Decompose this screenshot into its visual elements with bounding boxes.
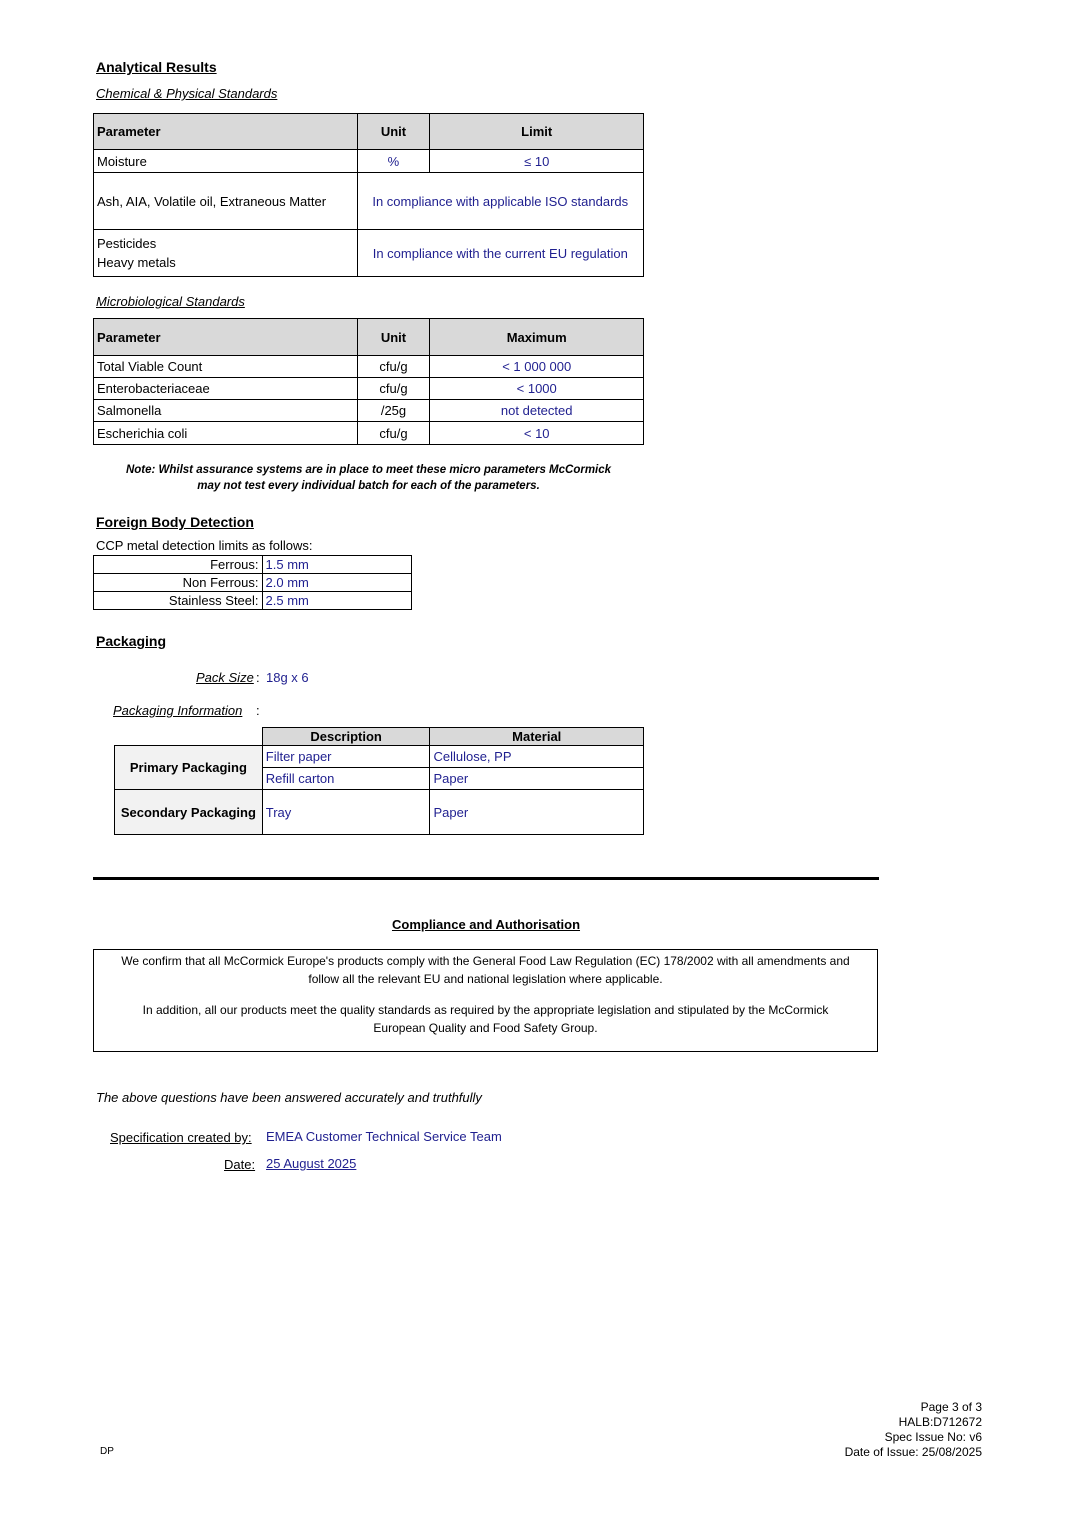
header-description: Description <box>262 728 430 746</box>
packaging-info-colon: : <box>256 703 260 718</box>
material-cell: Paper <box>430 790 644 835</box>
primary-packaging-label: Primary Packaging <box>115 746 263 790</box>
compliance-cell: In compliance with applicable ISO standards <box>357 173 643 230</box>
accuracy-statement: The above questions have been answered accurately and truthfully <box>96 1090 482 1105</box>
footer-info <box>845 1400 982 1460</box>
date-label: Date: <box>224 1157 256 1172</box>
compliance-cell: In compliance with the current EU regulation <box>357 230 643 277</box>
max-cell: < 1000 <box>430 378 644 400</box>
pack-size-value: 18g x 6 <box>266 670 309 685</box>
micro-standards-subheading: Microbiological Standards <box>96 294 245 309</box>
metal-detection-table <box>93 555 412 610</box>
param-cell <box>94 230 358 277</box>
material-cell: Paper <box>430 768 644 790</box>
param-cell: Escherichia coli <box>94 422 358 445</box>
issue-date: Date of Issue: 25/08/2025 <box>844 1445 982 1459</box>
empty-cell <box>115 728 263 746</box>
compliance-line: In addition, all our products meet the quality standards as required by the appropriate legislation and stipulated by the McCormick <box>142 1003 829 1017</box>
param-heavy-metals: Heavy metals <box>97 255 176 270</box>
table-row <box>94 400 644 422</box>
desc-cell: Refill carton <box>262 768 430 790</box>
table-row <box>94 378 644 400</box>
compliance-line: European Quality and Food Safety Group. <box>373 1021 598 1035</box>
secondary-packaging-label: Secondary Packaging <box>115 790 263 835</box>
header-parameter: Parameter <box>94 114 358 150</box>
compliance-para-1 <box>94 952 877 988</box>
metal-label: Non Ferrous: <box>94 574 263 592</box>
table-row <box>94 356 644 378</box>
max-cell: < 1 000 000 <box>430 356 644 378</box>
unit-cell: cfu/g <box>357 356 430 378</box>
note-line: may not test every individual batch for each of the parameters. <box>197 480 540 492</box>
metal-label: Ferrous: <box>94 556 263 574</box>
param-cell: Salmonella <box>94 400 358 422</box>
compliance-line: follow all the relevant EU and national legislation where applicable. <box>308 972 663 986</box>
param-cell: Moisture <box>94 150 358 173</box>
table-row <box>115 746 644 768</box>
table-row <box>115 790 644 835</box>
footer-initials: DP <box>100 1446 114 1457</box>
section-divider <box>93 877 879 880</box>
chemical-standards-table <box>93 113 644 277</box>
table-row <box>94 422 644 445</box>
packaging-table <box>114 727 644 835</box>
chemical-standards-subheading: Chemical & Physical Standards <box>96 86 278 101</box>
desc-cell: Tray <box>262 790 430 835</box>
header-unit: Unit <box>357 319 430 356</box>
analytical-results-heading: Analytical Results <box>96 59 217 75</box>
unit-cell: /25g <box>357 400 430 422</box>
metal-value: 1.5 mm <box>262 556 411 574</box>
table-row <box>94 574 412 592</box>
date-value: 25 August 2025 <box>266 1156 357 1171</box>
table-row <box>94 556 412 574</box>
table-header-row <box>94 319 644 356</box>
created-by-label: Specification created by: <box>110 1130 252 1145</box>
limit-cell: ≤ 10 <box>430 150 644 173</box>
max-cell: not detected <box>430 400 644 422</box>
compliance-heading: Compliance and Authorisation <box>391 917 581 932</box>
micro-note <box>93 462 644 494</box>
param-pesticides: Pesticides <box>97 236 157 251</box>
pack-size-label: Pack Size <box>196 670 254 685</box>
unit-cell: cfu/g <box>357 422 430 445</box>
header-material: Material <box>430 728 644 746</box>
max-cell: < 10 <box>430 422 644 445</box>
table-row <box>94 230 644 277</box>
micro-standards-table <box>93 318 644 445</box>
foreign-body-heading: Foreign Body Detection <box>96 514 254 530</box>
table-row <box>94 592 412 610</box>
header-parameter: Parameter <box>94 319 358 356</box>
halb-code: HALB:D712672 <box>898 1415 982 1429</box>
pack-size-colon: : <box>256 670 260 685</box>
param-cell: Ash, AIA, Volatile oil, Extraneous Matter <box>94 173 358 230</box>
metal-value: 2.0 mm <box>262 574 411 592</box>
page-number: Page 3 of 3 <box>920 1400 982 1414</box>
unit-cell: % <box>357 150 430 173</box>
table-header-row <box>115 728 644 746</box>
header-limit: Limit <box>430 114 644 150</box>
table-row <box>94 150 644 173</box>
metal-label: Stainless Steel: <box>94 592 263 610</box>
created-by-value: EMEA Customer Technical Service Team <box>266 1129 502 1144</box>
spec-issue: Spec Issue No: v6 <box>884 1430 982 1444</box>
compliance-para-2 <box>94 1001 877 1037</box>
param-cell: Enterobacteriaceae <box>94 378 358 400</box>
header-unit: Unit <box>357 114 430 150</box>
table-header-row <box>94 114 644 150</box>
desc-cell: Filter paper <box>262 746 430 768</box>
param-cell: Total Viable Count <box>94 356 358 378</box>
packaging-info-label: Packaging Information <box>113 703 243 718</box>
compliance-box <box>93 949 878 1052</box>
metal-value: 2.5 mm <box>262 592 411 610</box>
header-maximum: Maximum <box>430 319 644 356</box>
compliance-line: We confirm that all McCormick Europe's products comply with the General Food Law Regulation (EC) 178/2002 with all amendments and <box>121 954 850 968</box>
note-line: Note: Whilst assurance systems are in place to meet these micro parameters McCormick <box>125 464 612 476</box>
unit-cell: cfu/g <box>357 378 430 400</box>
table-row <box>94 173 644 230</box>
material-cell: Cellulose, PP <box>430 746 644 768</box>
packaging-heading: Packaging <box>96 633 167 649</box>
metal-detection-intro: CCP metal detection limits as follows: <box>96 538 313 553</box>
